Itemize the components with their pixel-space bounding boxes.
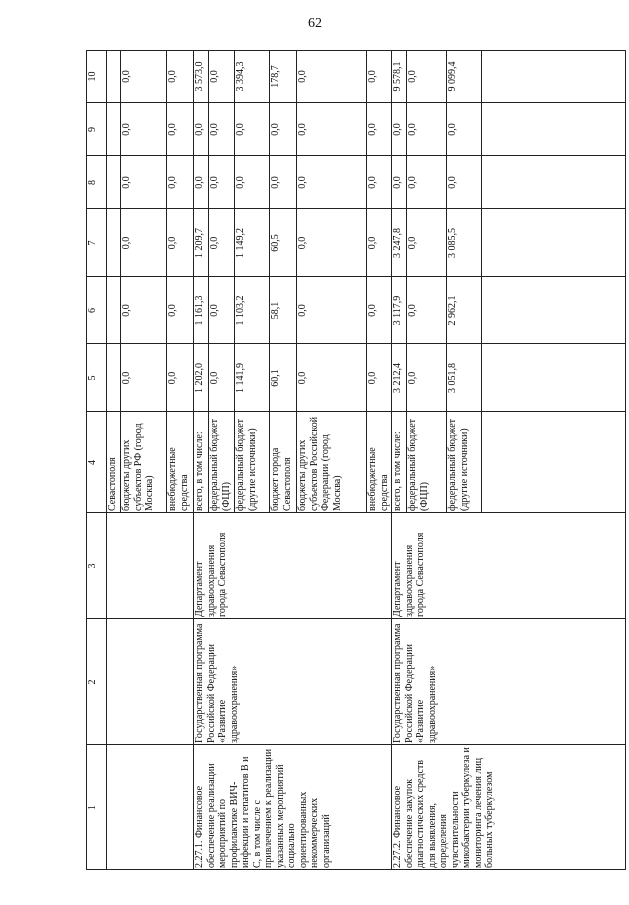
- source-cell: бюджет города Севастополя: [270, 447, 293, 511]
- column-header-3: 3: [87, 563, 98, 569]
- value-cell: 0,0: [367, 123, 378, 136]
- value-cell: 60,1: [270, 369, 281, 387]
- value-cell: 0,0: [407, 70, 418, 83]
- value-cell: 0,0: [367, 236, 378, 250]
- source-cell: Севастополя: [107, 457, 118, 511]
- page-number: 62: [308, 16, 322, 31]
- value-cell: 1 202,0: [194, 363, 205, 393]
- source-cell: федеральный бюджет (другие источники): [235, 418, 258, 511]
- value-cell: 0,0: [167, 70, 178, 83]
- rotated-table: [86, 50, 626, 870]
- value-cell: 1 149,2: [235, 228, 246, 258]
- source-cell: федеральный бюджет (ФЦП): [407, 418, 430, 511]
- value-cell: 3 394,3: [235, 61, 246, 92]
- value-cell: 0,0: [167, 236, 178, 250]
- executor-cell: Департамент здравоохранения города Севастополя: [392, 532, 426, 617]
- value-cell: 0,0: [297, 70, 308, 83]
- value-cell: 60,5: [270, 234, 281, 252]
- value-cell: 0,0: [209, 123, 220, 136]
- source-cell: бюджеты других субъектов РФ (город Москва): [121, 423, 155, 511]
- column-header-9: 9: [87, 127, 98, 132]
- value-cell: 0,0: [367, 304, 378, 317]
- program-cell: Государственная программа Российской Федерации «Развитие здравоохранения»: [194, 623, 240, 743]
- value-cell: 3 117,9: [392, 295, 403, 326]
- value-cell: 0,0: [194, 176, 205, 189]
- value-cell: 0,0: [167, 123, 178, 136]
- value-cell: 1 103,2: [235, 295, 246, 326]
- value-cell: 2 962,1: [447, 295, 458, 326]
- source-cell: внебюджетные средства: [167, 447, 190, 511]
- value-cell: 0,0: [209, 70, 220, 83]
- value-cell: 0,0: [167, 371, 178, 385]
- value-cell: 0,0: [121, 70, 132, 83]
- source-cell: всего, в том числе:: [194, 431, 205, 511]
- value-cell: 0,0: [209, 371, 220, 385]
- value-cell: 0,0: [407, 236, 418, 250]
- value-cell: 0,0: [270, 176, 281, 189]
- value-cell: 0,0: [194, 123, 205, 136]
- activity-cell: 2.27.1. Финансовое обеспечение реализации мероприятий по профилактике ВИЧ-инфекции и гепатитов В и С, в том числе с привлечением к реализации указанных мероприятий социально ориентированных некоммерческих организаций: [194, 748, 332, 868]
- value-cell: 0,0: [121, 236, 132, 250]
- value-cell: 0,0: [209, 236, 220, 250]
- value-cell: 0,0: [407, 304, 418, 317]
- value-cell: 0,0: [121, 304, 132, 317]
- value-cell: 9 099,4: [447, 61, 458, 92]
- column-header-7: 7: [87, 240, 98, 246]
- value-cell: 1 141,9: [235, 363, 246, 393]
- source-cell: всего, в том числе:: [392, 431, 403, 511]
- activity-cell: 2.27.2. Финансовое обеспечение закупок диагностических средств для выявления, определения чувствительности микобактерии туберкулеза и мониторинга лечения лиц больных туберкулезом: [392, 747, 495, 868]
- value-cell: 0,0: [167, 304, 178, 317]
- column-header-1: 1: [87, 805, 98, 810]
- value-cell: 0,0: [209, 304, 220, 317]
- column-header-2: 2: [87, 679, 98, 685]
- value-cell: 0,0: [270, 123, 281, 136]
- program-cell: Государственная программа Российской Федерации «Развитие здравоохранения»: [392, 623, 438, 743]
- value-cell: 1 161,3: [194, 295, 205, 326]
- value-cell: 0,0: [407, 123, 418, 136]
- column-header-10: 10: [87, 71, 98, 82]
- value-cell: 0,0: [367, 70, 378, 83]
- value-cell: 0,0: [392, 176, 403, 189]
- value-cell: 3 573,0: [194, 61, 205, 92]
- value-cell: 0,0: [392, 123, 403, 136]
- value-cell: 0,0: [407, 371, 418, 385]
- value-cell: 3 247,8: [392, 228, 403, 258]
- table-hline: [391, 50, 392, 870]
- budget-table: [86, 50, 626, 870]
- value-cell: 3 051,8: [447, 363, 458, 393]
- value-cell: 0,0: [235, 176, 246, 189]
- value-cell: 9 578,1: [392, 61, 403, 92]
- value-cell: 0,0: [121, 371, 132, 385]
- column-header-4: 4: [87, 460, 98, 465]
- value-cell: 0,0: [297, 371, 308, 385]
- value-cell: 0,0: [297, 176, 308, 189]
- column-header-8: 8: [87, 180, 98, 185]
- value-cell: 58,1: [270, 301, 281, 320]
- column-header-6: 6: [87, 308, 98, 313]
- value-cell: 178,7: [270, 65, 281, 88]
- value-cell: 0,0: [121, 176, 132, 189]
- table-hline: [481, 50, 482, 513]
- value-cell: 3 085,5: [447, 228, 458, 258]
- value-cell: 0,0: [367, 176, 378, 189]
- value-cell: 0,0: [407, 176, 418, 189]
- value-cell: 0,0: [297, 236, 308, 250]
- table-hline: [193, 50, 194, 870]
- source-cell: федеральный бюджет (другие источники): [447, 418, 470, 511]
- value-cell: 0,0: [447, 123, 458, 136]
- source-cell: бюджеты других субъектов Российской Федерации (город Москва): [297, 416, 343, 511]
- value-cell: 0,0: [121, 123, 132, 136]
- value-cell: 0,0: [447, 176, 458, 189]
- column-header-5: 5: [87, 375, 98, 381]
- value-cell: 0,0: [297, 304, 308, 317]
- value-cell: 1 209,7: [194, 228, 205, 258]
- executor-cell: Департамент здравоохранения города Севастополя: [194, 532, 228, 617]
- value-cell: 0,0: [167, 176, 178, 189]
- source-cell: внебюджетные средства: [367, 447, 390, 511]
- value-cell: 0,0: [297, 123, 308, 136]
- value-cell: 3 212,4: [392, 363, 403, 393]
- value-cell: 0,0: [367, 371, 378, 385]
- value-cell: 0,0: [235, 123, 246, 136]
- value-cell: 0,0: [209, 176, 220, 189]
- source-cell: федеральный бюджет (ФЦП): [209, 418, 232, 511]
